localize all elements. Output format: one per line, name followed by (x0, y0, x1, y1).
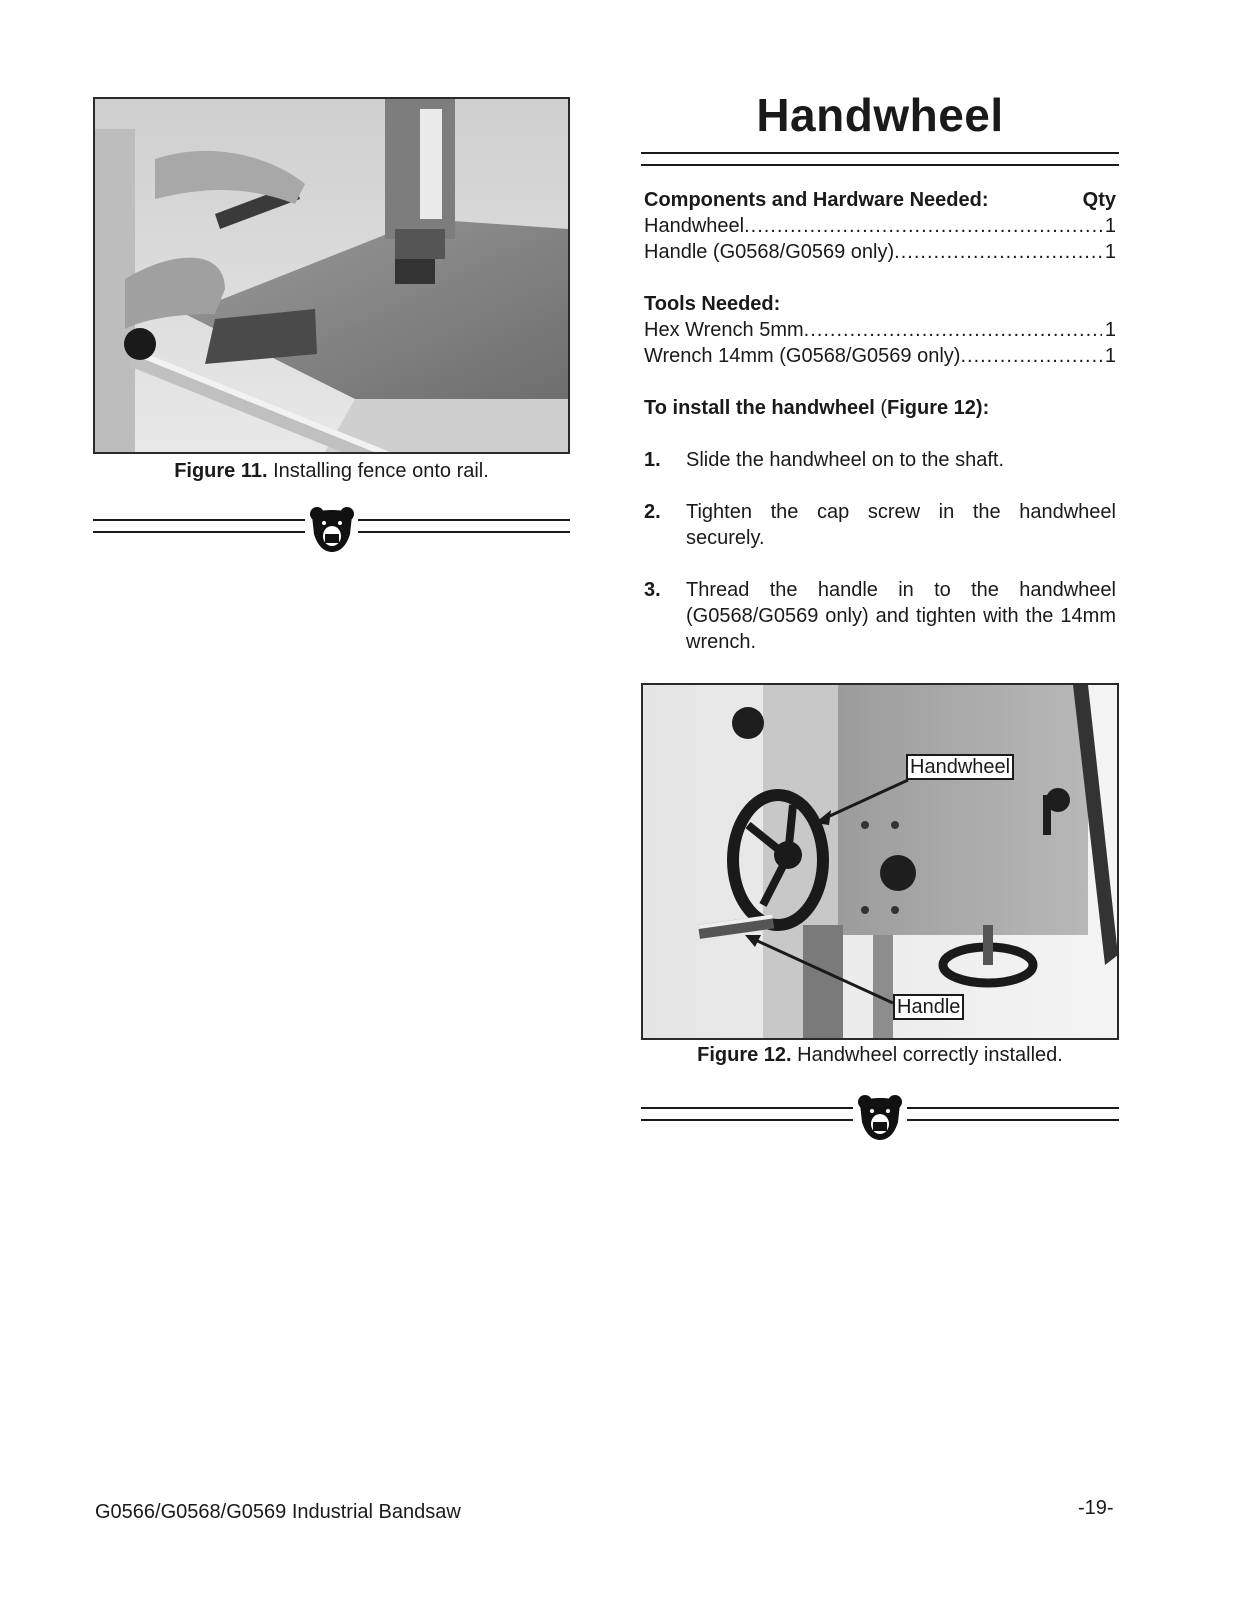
install-heading-figref: Figure 12 (886, 397, 976, 419)
tool-row (644, 317, 1116, 343)
step-item (644, 577, 1116, 655)
component-name: Handwheel (644, 215, 745, 237)
handle-callout: Handle (893, 994, 964, 1020)
bear-logo-icon (856, 1094, 904, 1142)
section-divider-left (93, 506, 570, 548)
leader-dots (744, 213, 1102, 239)
handwheel-callout: Handwheel (906, 754, 1014, 780)
leader-dots (804, 317, 1102, 343)
figure-12-text: Handwheel correctly installed. (791, 1044, 1063, 1066)
components-section (644, 187, 1116, 655)
qty-heading: Qty (1082, 189, 1116, 211)
figure-11-photo (93, 97, 570, 454)
figure-11-label: Figure 11. (174, 460, 268, 482)
page-title: Handwheel (756, 89, 1004, 141)
leader-dots (894, 239, 1102, 265)
tool-name: Hex Wrench 5mm (644, 319, 804, 341)
component-qty: 1 (1104, 241, 1116, 263)
components-heading: Components and Hardware Needed: (644, 189, 989, 211)
leader-dots (960, 343, 1101, 369)
step-text: Slide the handwheel on to the shaft. (686, 449, 1005, 471)
component-row (644, 239, 1116, 265)
tool-name: Wrench 14mm (G0568/G0569 only) (644, 345, 961, 367)
title-double-rule (641, 152, 1119, 166)
tools-heading: Tools Needed: (644, 293, 781, 315)
section-divider-right (641, 1094, 1119, 1136)
figure-12-photo (641, 683, 1119, 1040)
step-text: Tighten the cap screw in the handwheel securely. (686, 501, 1116, 549)
install-heading-paren: ( (874, 397, 887, 419)
tool-row (644, 343, 1116, 369)
handwheel-installed-illustration (643, 685, 1117, 1038)
step-item (644, 447, 1116, 473)
footer-title: G0566/G0568/G0569 Industrial Bandsaw (95, 1501, 461, 1523)
step-text: Thread the handle in to the handwheel (G0568/G0569 only) and tighten with the 14mm wrench. (686, 579, 1116, 653)
install-heading (644, 395, 1116, 421)
figure-12-label: Figure 12. (697, 1044, 792, 1066)
step-number: 1. (644, 449, 661, 471)
install-heading-close: ): (975, 397, 990, 419)
component-qty: 1 (1104, 215, 1116, 237)
install-heading-text: To install the handwheel (644, 397, 875, 419)
components-heading-row (644, 187, 1116, 213)
fence-installation-illustration (95, 99, 568, 452)
component-row (644, 213, 1116, 239)
tool-qty: 1 (1104, 319, 1116, 341)
figure-11-text: Installing fence onto rail. (267, 460, 489, 482)
bear-logo-icon (308, 506, 356, 554)
step-item (644, 499, 1116, 551)
figure-12-caption (641, 1044, 1119, 1067)
tool-qty: 1 (1104, 345, 1116, 367)
step-number: 3. (644, 579, 661, 601)
component-name: Handle (G0568/G0569 only) (644, 241, 895, 263)
page-number: -19- (1078, 1497, 1114, 1519)
step-number: 2. (644, 501, 661, 523)
figure-11-caption (93, 460, 570, 483)
